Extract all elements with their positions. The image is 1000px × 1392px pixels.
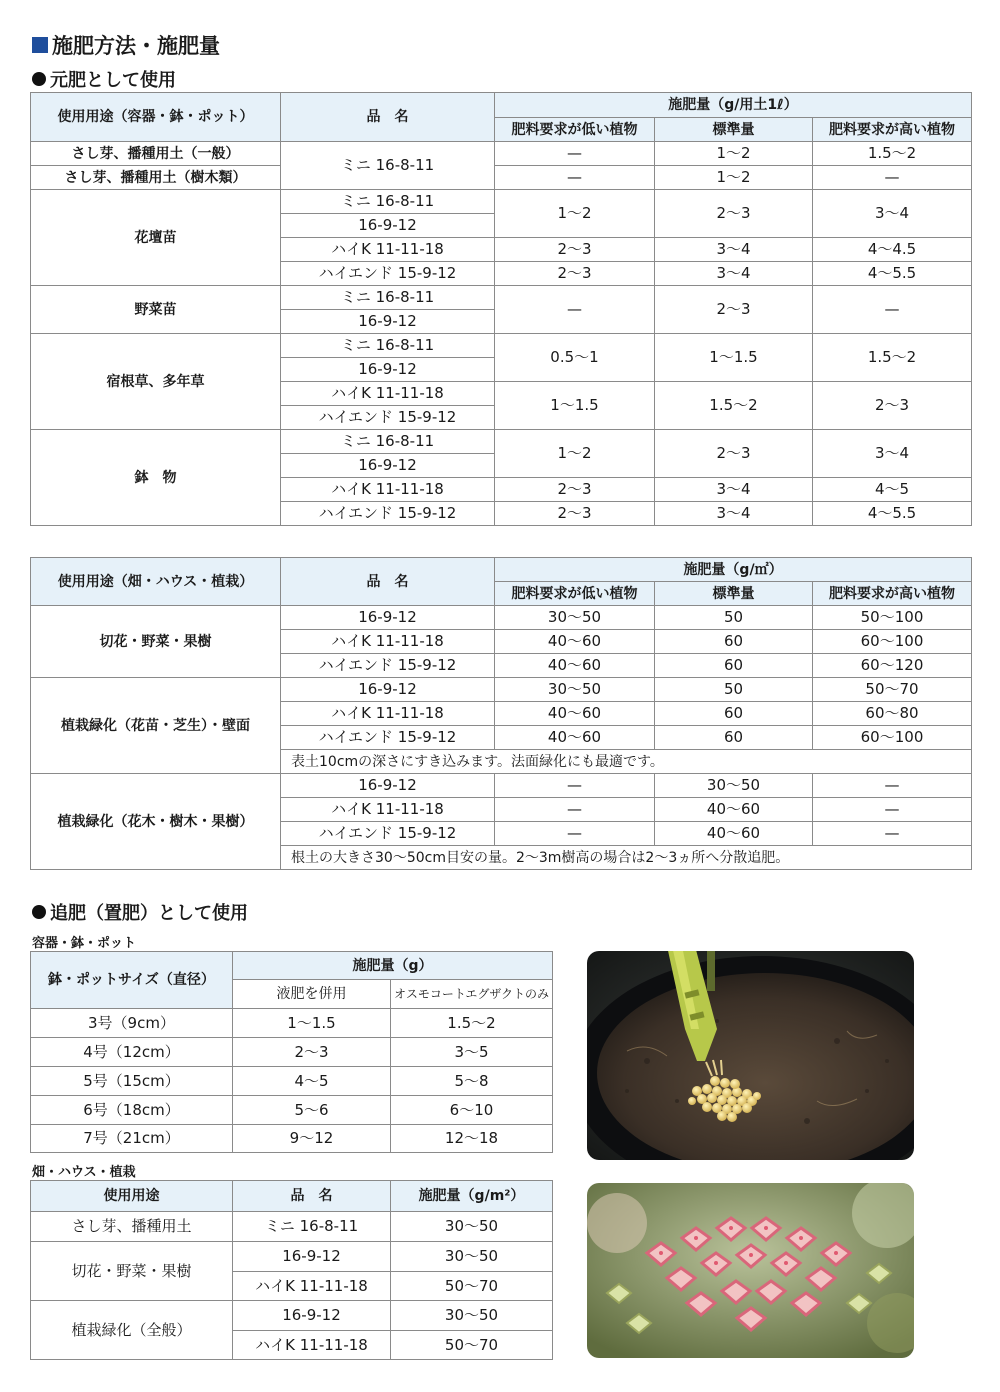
use-cell: 植栽緑化（花苗・芝生）・壁面 bbox=[31, 678, 281, 774]
value-cell: 1～2 bbox=[655, 142, 813, 166]
header-low: 肥料要求が低い植物 bbox=[495, 582, 655, 606]
product-cell: ミニ 16-8-11 bbox=[281, 190, 495, 214]
value-cell: 50～70 bbox=[391, 1331, 553, 1360]
use-cell: 宿根草、多年草 bbox=[31, 334, 281, 430]
value-cell: 1.5～2 bbox=[813, 334, 972, 382]
product-cell: ハイエンド 15-9-12 bbox=[281, 262, 495, 286]
value-cell: 60 bbox=[655, 654, 813, 678]
value-cell: 3～4 bbox=[655, 238, 813, 262]
product-cell: ミニ 16-8-11 bbox=[281, 430, 495, 454]
value-cell: 30～50 bbox=[495, 678, 655, 702]
use-cell: さし芽、播種用土（樹木類） bbox=[31, 166, 281, 190]
hydrangea-photo bbox=[587, 1183, 914, 1358]
table-row bbox=[31, 334, 972, 358]
value-cell: 0.5～1 bbox=[495, 334, 655, 382]
product-cell: 16-9-12 bbox=[281, 678, 495, 702]
value-cell: 3～4 bbox=[813, 430, 972, 478]
value-cell: 1.5～2 bbox=[391, 1009, 553, 1038]
value-cell: 5～8 bbox=[391, 1067, 553, 1096]
value-cell: — bbox=[495, 142, 655, 166]
value-cell: 30～50 bbox=[391, 1212, 553, 1242]
value-cell: — bbox=[495, 286, 655, 334]
topdress-pot-table bbox=[30, 951, 553, 1153]
use-cell: 植栽緑化（全般） bbox=[31, 1301, 233, 1360]
table-row bbox=[31, 166, 972, 190]
value-cell: 2～3 bbox=[495, 502, 655, 526]
value-cell: 12～18 bbox=[391, 1125, 553, 1153]
value-cell: — bbox=[495, 822, 655, 846]
value-cell: 50～100 bbox=[813, 606, 972, 630]
use-cell: 切花・野菜・果樹 bbox=[31, 1242, 233, 1301]
table-row bbox=[31, 142, 972, 166]
header-use: 使用用途 bbox=[31, 1181, 233, 1212]
product-cell: 16-9-12 bbox=[233, 1301, 391, 1331]
header-standard: 標準量 bbox=[655, 118, 813, 142]
product-cell: 16-9-12 bbox=[281, 358, 495, 382]
table-row bbox=[31, 1212, 553, 1242]
value-cell: 40～60 bbox=[495, 654, 655, 678]
value-cell: 40～60 bbox=[495, 630, 655, 654]
use-cell: 植栽緑化（花木・樹木・果樹） bbox=[31, 774, 281, 870]
value-cell: 1～1.5 bbox=[495, 382, 655, 430]
value-cell: 4～4.5 bbox=[813, 238, 972, 262]
value-cell: 50～70 bbox=[391, 1272, 553, 1301]
page-title bbox=[32, 30, 220, 60]
value-cell: 40～60 bbox=[495, 702, 655, 726]
value-cell: 5～6 bbox=[233, 1096, 391, 1125]
product-cell: ハイK 11-11-18 bbox=[233, 1331, 391, 1360]
value-cell: 1～2 bbox=[495, 430, 655, 478]
table-row bbox=[31, 1067, 553, 1096]
header-liquid: 液肥を併用 bbox=[233, 980, 391, 1009]
topdress-field-table bbox=[30, 1180, 553, 1360]
size-cell: 6号（18cm） bbox=[31, 1096, 233, 1125]
value-cell: 1～2 bbox=[655, 166, 813, 190]
section-basal-title-text: 元肥として使用 bbox=[50, 70, 176, 91]
page-title-text: 施肥方法・施肥量 bbox=[52, 34, 220, 58]
table-row bbox=[31, 1038, 553, 1067]
value-cell: 4～5.5 bbox=[813, 502, 972, 526]
product-cell: ミニ 16-8-11 bbox=[281, 334, 495, 358]
value-cell: — bbox=[495, 798, 655, 822]
header-amount: 施肥量（g/㎡） bbox=[495, 558, 972, 582]
product-cell: ハイエンド 15-9-12 bbox=[281, 822, 495, 846]
value-cell: 2～3 bbox=[655, 430, 813, 478]
fertilizer-pot-photo bbox=[587, 951, 914, 1160]
value-cell: 40～60 bbox=[655, 822, 813, 846]
product-cell: ミニ 16-8-11 bbox=[281, 142, 495, 190]
value-cell: — bbox=[813, 774, 972, 798]
value-cell: 4～5 bbox=[233, 1067, 391, 1096]
basal-container-table bbox=[30, 92, 972, 526]
value-cell: 6～10 bbox=[391, 1096, 553, 1125]
value-cell: 60 bbox=[655, 702, 813, 726]
header-standard: 標準量 bbox=[655, 582, 813, 606]
value-cell: 30～50 bbox=[391, 1242, 553, 1272]
header-use: 使用用途（容器・鉢・ポット） bbox=[31, 93, 281, 142]
value-cell: 1～1.5 bbox=[233, 1009, 391, 1038]
value-cell: 1.5～2 bbox=[655, 382, 813, 430]
header-use: 使用用途（畑・ハウス・植栽） bbox=[31, 558, 281, 606]
table-row bbox=[31, 606, 972, 630]
value-cell: 3～4 bbox=[655, 262, 813, 286]
value-cell: 60～100 bbox=[813, 726, 972, 750]
value-cell: 2～3 bbox=[813, 382, 972, 430]
table-row bbox=[31, 774, 972, 798]
use-cell: 鉢 物 bbox=[31, 430, 281, 526]
value-cell: 3～5 bbox=[391, 1038, 553, 1067]
header-product: 品 名 bbox=[281, 93, 495, 142]
value-cell: 4～5 bbox=[813, 478, 972, 502]
value-cell: 60～80 bbox=[813, 702, 972, 726]
product-cell: 16-9-12 bbox=[281, 310, 495, 334]
square-bullet-icon bbox=[32, 37, 48, 53]
value-cell: 60～100 bbox=[813, 630, 972, 654]
table-row bbox=[31, 1242, 553, 1272]
basal-field-table bbox=[30, 557, 972, 870]
product-cell: 16-9-12 bbox=[233, 1242, 391, 1272]
value-cell: 60 bbox=[655, 726, 813, 750]
bullet-icon bbox=[32, 72, 46, 86]
header-amount: 施肥量（g/用土1ℓ） bbox=[495, 93, 972, 118]
value-cell: — bbox=[813, 286, 972, 334]
product-cell: ハイK 11-11-18 bbox=[281, 702, 495, 726]
subsection-container-label: 容器・鉢・ポット bbox=[32, 936, 137, 951]
value-cell: — bbox=[495, 166, 655, 190]
product-cell: ミニ 16-8-11 bbox=[281, 286, 495, 310]
size-cell: 3号（9cm） bbox=[31, 1009, 233, 1038]
size-cell: 5号（15cm） bbox=[31, 1067, 233, 1096]
value-cell: 2～3 bbox=[495, 262, 655, 286]
value-cell: 3～4 bbox=[655, 502, 813, 526]
value-cell: — bbox=[495, 774, 655, 798]
section-basal-title bbox=[32, 66, 176, 92]
header-product: 品 名 bbox=[233, 1181, 391, 1212]
value-cell: 30～50 bbox=[655, 774, 813, 798]
value-cell: 50 bbox=[655, 678, 813, 702]
header-only: オスモコートエグザクトのみ bbox=[391, 980, 553, 1009]
value-cell: 50～70 bbox=[813, 678, 972, 702]
value-cell: 2～3 bbox=[495, 238, 655, 262]
product-cell: ハイK 11-11-18 bbox=[281, 238, 495, 262]
value-cell: 9～12 bbox=[233, 1125, 391, 1153]
product-cell: 16-9-12 bbox=[281, 454, 495, 478]
table-row bbox=[31, 1125, 553, 1153]
value-cell: 30～50 bbox=[391, 1301, 553, 1331]
header-size: 鉢・ポットサイズ（直径） bbox=[31, 952, 233, 1009]
header-product: 品 名 bbox=[281, 558, 495, 606]
table-row bbox=[31, 678, 972, 702]
value-cell: 60 bbox=[655, 630, 813, 654]
value-cell: 4～5.5 bbox=[813, 262, 972, 286]
product-cell: 16-9-12 bbox=[281, 606, 495, 630]
use-cell: 野菜苗 bbox=[31, 286, 281, 334]
size-cell: 7号（21cm） bbox=[31, 1125, 233, 1153]
value-cell: 2～3 bbox=[233, 1038, 391, 1067]
table-row bbox=[31, 190, 972, 214]
section-topdress-title bbox=[32, 899, 248, 925]
value-cell: 1～1.5 bbox=[655, 334, 813, 382]
value-cell: 2～3 bbox=[495, 478, 655, 502]
value-cell: 1.5～2 bbox=[813, 142, 972, 166]
use-cell: 花壇苗 bbox=[31, 190, 281, 286]
value-cell: 50 bbox=[655, 606, 813, 630]
product-cell: ハイK 11-11-18 bbox=[281, 630, 495, 654]
value-cell: — bbox=[813, 166, 972, 190]
table-row bbox=[31, 1009, 553, 1038]
value-cell: — bbox=[813, 822, 972, 846]
header-low: 肥料要求が低い植物 bbox=[495, 118, 655, 142]
product-cell: ハイエンド 15-9-12 bbox=[281, 654, 495, 678]
value-cell: 60～120 bbox=[813, 654, 972, 678]
value-cell: 30～50 bbox=[495, 606, 655, 630]
value-cell: 40～60 bbox=[655, 798, 813, 822]
product-cell: ハイK 11-11-18 bbox=[233, 1272, 391, 1301]
product-cell: ハイエンド 15-9-12 bbox=[281, 406, 495, 430]
value-cell: 40～60 bbox=[495, 726, 655, 750]
size-cell: 4号（12cm） bbox=[31, 1038, 233, 1067]
table-row bbox=[31, 430, 972, 454]
product-cell: ハイK 11-11-18 bbox=[281, 798, 495, 822]
header-amount: 施肥量（g） bbox=[233, 952, 553, 980]
use-cell: さし芽、播種用土 bbox=[31, 1212, 233, 1242]
header-high: 肥料要求が高い植物 bbox=[813, 582, 972, 606]
header-amount: 施肥量（g/m²） bbox=[391, 1181, 553, 1212]
use-cell: 切花・野菜・果樹 bbox=[31, 606, 281, 678]
product-cell: ハイエンド 15-9-12 bbox=[281, 502, 495, 526]
note-cell: 根土の大きさ30～50cm目安の量。2～3m樹高の場合は2～3ヵ所へ分散追肥。 bbox=[281, 846, 972, 870]
table-row bbox=[31, 286, 972, 310]
product-cell: ハイエンド 15-9-12 bbox=[281, 726, 495, 750]
table-row bbox=[31, 1301, 553, 1331]
value-cell: 1～2 bbox=[495, 190, 655, 238]
value-cell: — bbox=[813, 798, 972, 822]
note-cell: 表土10cmの深さにすき込みます。法面緑化にも最適です。 bbox=[281, 750, 972, 774]
value-cell: 2～3 bbox=[655, 286, 813, 334]
product-cell: 16-9-12 bbox=[281, 214, 495, 238]
bullet-icon bbox=[32, 905, 46, 919]
product-cell: ミニ 16-8-11 bbox=[233, 1212, 391, 1242]
product-cell: 16-9-12 bbox=[281, 774, 495, 798]
product-cell: ハイK 11-11-18 bbox=[281, 478, 495, 502]
section-topdress-title-text: 追肥（置肥）として使用 bbox=[50, 903, 248, 924]
subsection-field-label: 畑・ハウス・植栽 bbox=[32, 1165, 136, 1180]
value-cell: 3～4 bbox=[813, 190, 972, 238]
use-cell: さし芽、播種用土（一般） bbox=[31, 142, 281, 166]
table-row bbox=[31, 1096, 553, 1125]
value-cell: 2～3 bbox=[655, 190, 813, 238]
header-high: 肥料要求が高い植物 bbox=[813, 118, 972, 142]
value-cell: 3～4 bbox=[655, 478, 813, 502]
product-cell: ハイK 11-11-18 bbox=[281, 382, 495, 406]
